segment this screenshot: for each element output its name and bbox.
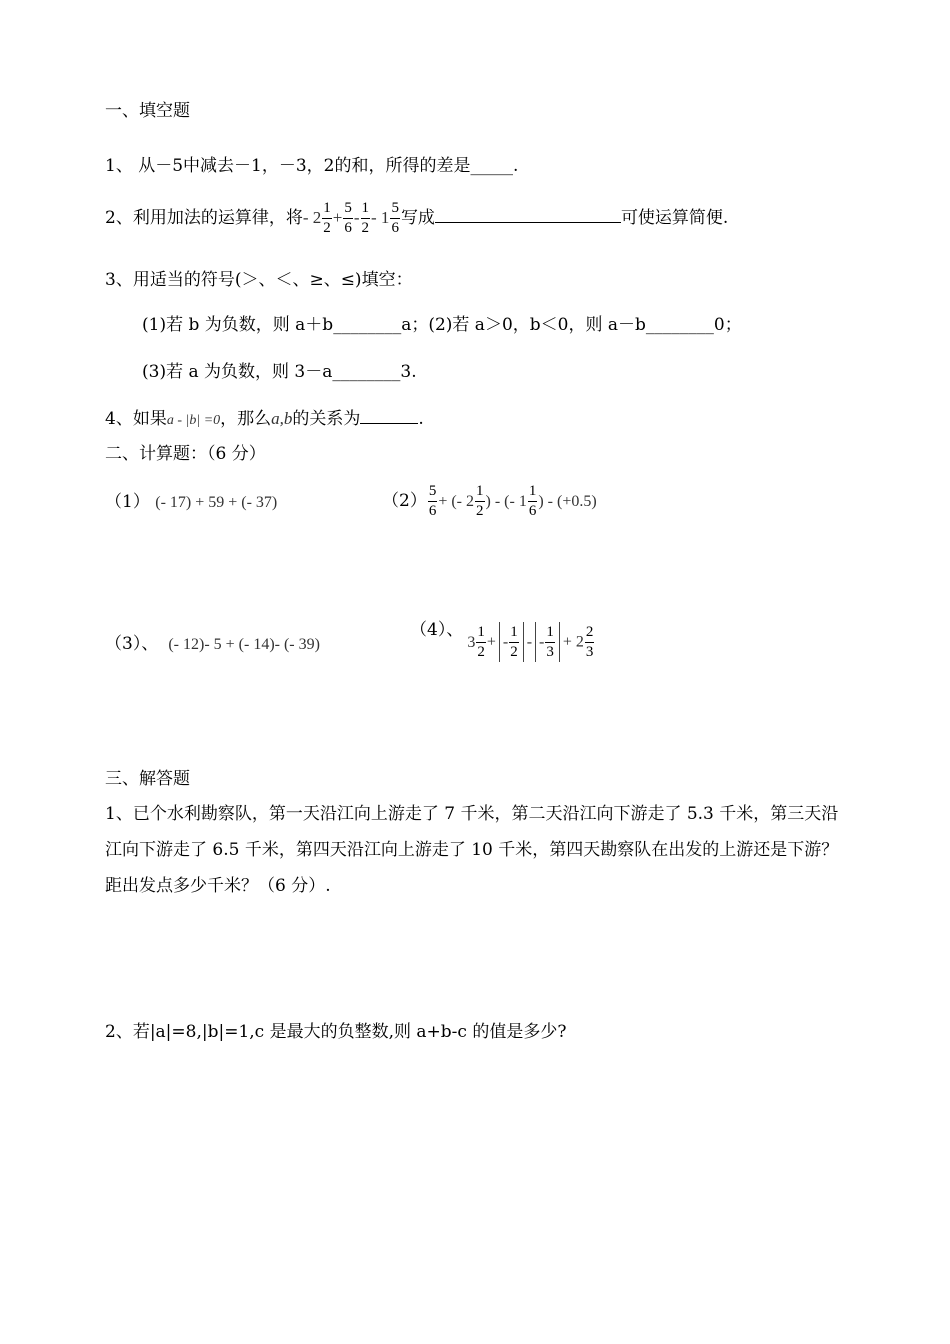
p4-term-5: + 2: [562, 633, 584, 651]
q4-expr: a - |b| =0: [166, 413, 221, 428]
p4-term-2: -: [502, 633, 509, 651]
q2-fraction-2: $\frac{5}{6}$: [344, 200, 352, 236]
q2-expr-a: - 2: [302, 208, 322, 227]
q2-suffix: 可使运算简便.: [620, 208, 729, 228]
p4-fraction-3: $\frac{1}{3}$: [546, 623, 554, 660]
q2-fraction-4: $\frac{5}{6}$: [391, 200, 399, 236]
p3-label: （3）、: [105, 634, 159, 654]
abs-bar-right-2: [559, 622, 560, 662]
p4-fraction-4: $\frac{2}{3}$: [585, 623, 594, 660]
p4-term-4: -: [539, 633, 545, 651]
question-1-3-line-2: (3)若 a 为负数，则 3－a________3.: [142, 362, 417, 382]
q4-vars: a,b: [271, 409, 293, 428]
p4-fraction-2: $\frac{1}{2}$: [510, 623, 518, 660]
problem-2-1: [105, 494, 277, 511]
p2-fraction-1: $\frac{5}{6}$: [428, 483, 437, 519]
problem-2-4: [410, 622, 595, 662]
question-3-2: 2、若|a|=8,|b|=1,c 是最大的负整数,则 a+b-c 的值是多少?: [105, 1022, 567, 1042]
p2-fraction-3: $\frac{1}{6}$: [528, 483, 537, 519]
problem-2-3: [105, 636, 320, 653]
p1-expr: (- 17) + 59 + (- 37): [155, 494, 278, 511]
q4-answer-blank: [360, 421, 418, 424]
p2-term-3: ) - (+0.5): [538, 493, 597, 510]
p4-fraction-1: $\frac{1}{2}$: [477, 623, 485, 660]
question-1-1: 1、 从－5中减去－1，－3，2的和，所得的差是_____.: [105, 156, 519, 176]
p4-term-3: -: [526, 633, 533, 651]
section-title-fill-blank: 一、填空题: [105, 101, 190, 121]
p2-fraction-2: $\frac{1}{2}$: [476, 483, 484, 519]
q4-suffix-b: .: [418, 409, 424, 429]
abs-bar-left-2: [535, 622, 536, 662]
q4-mid: ，那么: [220, 409, 272, 429]
p3-expr: (- 12)- 5 + (- 14)- (- 39): [168, 636, 320, 653]
q2-mid: 写成: [400, 208, 435, 228]
p2-label: （2）: [382, 491, 427, 511]
p2-term-2: ) - (- 1: [485, 493, 527, 510]
abs-bar-right-1: [523, 622, 524, 662]
q2-op-2: -: [353, 208, 360, 227]
q2-fraction-1: $\frac{1}{2}$: [323, 200, 331, 236]
p4-label: （4）、: [410, 620, 464, 640]
question-1-3-intro: 3、用适当的符号(＞、＜、≥、≤)填空：: [105, 270, 413, 290]
q2-prefix: 2、利用加法的运算律，将: [105, 208, 303, 228]
section-title-answer: 三、解答题: [105, 769, 190, 789]
section-title-calculation: 二、计算题：（6 分）: [105, 444, 266, 464]
question-1-4: [105, 410, 424, 428]
question-1-2: [105, 201, 728, 236]
question-1-3-line-1: (1)若 b 为负数，则 a＋b________a；(2)若 a＞0，b＜0，则 a－b________0；: [142, 315, 742, 335]
q2-op-3: - 1: [371, 208, 390, 227]
q2-op-1: +: [332, 208, 343, 227]
q4-prefix: 4、如果: [105, 409, 167, 429]
p1-label: （1）: [105, 492, 150, 512]
q4-suffix-a: 的关系为: [292, 409, 361, 429]
p4-whole-1: 3: [467, 633, 476, 651]
p4-term-1: +: [486, 633, 496, 651]
q2-answer-blank: [435, 220, 621, 223]
q2-fraction-3: $\frac{1}{2}$: [361, 200, 370, 236]
question-3-1: 1、已个水利勘察队，第一天沿江向上游走了 7 千米，第二天沿江向下游走了 5.3 千米，第三天沿江向下游走了 6.5 千米，第四天沿江向上游走了 10 千米，第四天勘察队在出发的上游还是下游？距出发点多少千米？（6 分）.: [105, 804, 839, 896]
p2-term-1: + (- 2: [438, 493, 475, 510]
abs-bar-left-1: [499, 622, 500, 662]
problem-2-2: [382, 484, 597, 519]
